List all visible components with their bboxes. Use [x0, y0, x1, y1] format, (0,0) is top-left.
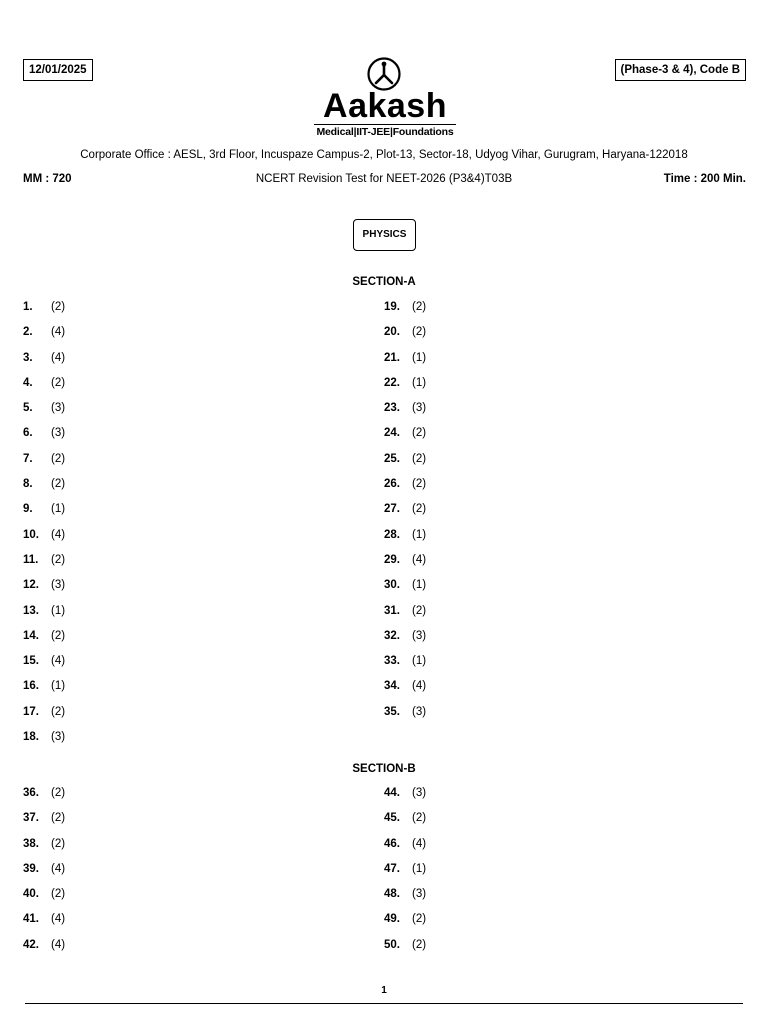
- question-number: 26.: [384, 478, 400, 491]
- answer-option: (1): [412, 351, 427, 364]
- question-number: 36.: [23, 787, 39, 799]
- answer-option: (4): [51, 528, 66, 541]
- question-number: 20.: [384, 326, 400, 339]
- question-number: 27.: [384, 503, 400, 516]
- footer-divider: [25, 1003, 743, 1004]
- answer-option: (1): [51, 680, 66, 693]
- answer-option: (3): [51, 402, 66, 415]
- answer-option: (2): [51, 705, 66, 718]
- question-number: 45.: [384, 812, 400, 825]
- aakash-logo: [300, 56, 470, 142]
- phase-code-box: (Phase-3 & 4), Code B: [615, 59, 747, 81]
- question-number: 46.: [384, 837, 400, 850]
- answer-option: (2): [412, 503, 427, 516]
- question-number: 37.: [23, 812, 39, 825]
- answer-option: (2): [412, 478, 427, 491]
- logo-tagline: Medical|IIT-JEE|Foundations: [316, 126, 454, 138]
- corporate-office-address: Corporate Office : AESL, 3rd Floor, Incuspaze Campus-2, Plot-13, Sector-18, Udyog Vihar, Gurugram, Haryana-122018: [80, 149, 688, 161]
- answer-option: (4): [51, 326, 66, 339]
- question-number: 32.: [384, 629, 400, 642]
- answer-option: (2): [51, 553, 66, 566]
- answer-option: (2): [51, 837, 66, 850]
- question-number: 28.: [384, 528, 400, 541]
- answer-option: (3): [412, 787, 427, 799]
- answer-option: (2): [51, 629, 66, 642]
- question-number: 10.: [23, 528, 39, 541]
- answer-option: (1): [51, 503, 66, 516]
- question-number: 42.: [23, 938, 39, 951]
- question-number: 41.: [23, 913, 39, 926]
- answer-option: (3): [51, 579, 66, 592]
- answer-option: (3): [412, 629, 427, 642]
- answer-option: (2): [51, 787, 66, 799]
- answer-option: (1): [51, 604, 66, 617]
- question-number: 17.: [23, 705, 39, 718]
- section-a-title: SECTION-A: [352, 276, 416, 288]
- question-number: 49.: [384, 913, 400, 926]
- answer-option: (2): [51, 812, 66, 825]
- question-number: 29.: [384, 553, 400, 566]
- question-number: 14.: [23, 629, 39, 642]
- answer-option: (2): [412, 812, 427, 825]
- question-number: 18.: [23, 731, 39, 744]
- answer-option: (4): [412, 680, 427, 693]
- question-number: 15.: [23, 655, 39, 668]
- question-number: 3.: [23, 351, 33, 364]
- answer-option: (4): [412, 837, 427, 850]
- answer-option: (1): [412, 579, 427, 592]
- section-b-title: SECTION-B: [352, 763, 416, 775]
- answer-option: (2): [51, 478, 66, 491]
- aakash-emblem-icon: [367, 57, 401, 91]
- question-number: 8.: [23, 478, 33, 491]
- answer-option: (2): [412, 427, 427, 440]
- question-number: 39.: [23, 862, 39, 875]
- question-number: 50.: [384, 938, 400, 951]
- answer-option: (2): [412, 913, 427, 926]
- question-number: 9.: [23, 503, 33, 516]
- question-number: 16.: [23, 680, 39, 693]
- question-number: 30.: [384, 579, 400, 592]
- question-number: 31.: [384, 604, 400, 617]
- test-name: NCERT Revision Test for NEET-2026 (P3&4)T03B: [255, 173, 513, 185]
- question-number: 6.: [23, 427, 33, 440]
- answer-option: (2): [412, 326, 427, 339]
- answer-option: (2): [412, 301, 427, 313]
- answer-option: (1): [412, 376, 427, 389]
- question-number: 35.: [384, 705, 400, 718]
- question-number: 4.: [23, 376, 33, 389]
- question-number: 2.: [23, 326, 33, 339]
- question-number: 38.: [23, 837, 39, 850]
- question-number: 48.: [384, 888, 400, 901]
- question-number: 25.: [384, 452, 400, 465]
- question-number: 23.: [384, 402, 400, 415]
- answer-option: (1): [412, 528, 427, 541]
- max-marks: MM : 720: [23, 173, 72, 185]
- question-number: 13.: [23, 604, 39, 617]
- answer-option: (2): [51, 376, 66, 389]
- answer-option: (4): [51, 862, 66, 875]
- answer-option: (3): [51, 731, 66, 744]
- answer-option: (3): [412, 705, 427, 718]
- answer-option: (3): [412, 402, 427, 415]
- question-number: 21.: [384, 351, 400, 364]
- question-number: 34.: [384, 680, 400, 693]
- question-number: 47.: [384, 862, 400, 875]
- answer-option: (4): [51, 351, 66, 364]
- question-number: 44.: [384, 787, 400, 799]
- answer-option: (2): [412, 938, 427, 951]
- question-number: 19.: [384, 301, 400, 313]
- question-number: 1.: [23, 301, 33, 313]
- answer-option: (2): [51, 452, 66, 465]
- question-number: 33.: [384, 655, 400, 668]
- page-number: 1: [381, 985, 387, 996]
- answer-option: (2): [412, 452, 427, 465]
- answer-option: (4): [51, 938, 66, 951]
- question-number: 7.: [23, 452, 33, 465]
- logo-divider: [314, 124, 456, 125]
- logo-name: Aakash: [323, 87, 447, 125]
- question-number: 11.: [23, 553, 39, 566]
- answer-option: (2): [412, 604, 427, 617]
- question-number: 5.: [23, 402, 33, 415]
- answer-option: (3): [51, 427, 66, 440]
- answer-option: (2): [51, 888, 66, 901]
- question-number: 40.: [23, 888, 39, 901]
- question-number: 22.: [384, 376, 400, 389]
- test-duration: Time : 200 Min.: [663, 173, 746, 185]
- question-number: 12.: [23, 579, 39, 592]
- answer-option: (2): [51, 301, 66, 313]
- answer-option: (4): [51, 913, 66, 926]
- answer-option: (1): [412, 655, 427, 668]
- date-box: 12/01/2025: [23, 59, 93, 81]
- answer-option: (4): [412, 553, 427, 566]
- question-number: 24.: [384, 427, 400, 440]
- answer-option: (4): [51, 655, 66, 668]
- answer-option: (3): [412, 888, 427, 901]
- subject-label: PHYSICS: [353, 219, 416, 251]
- answer-option: (1): [412, 862, 427, 875]
